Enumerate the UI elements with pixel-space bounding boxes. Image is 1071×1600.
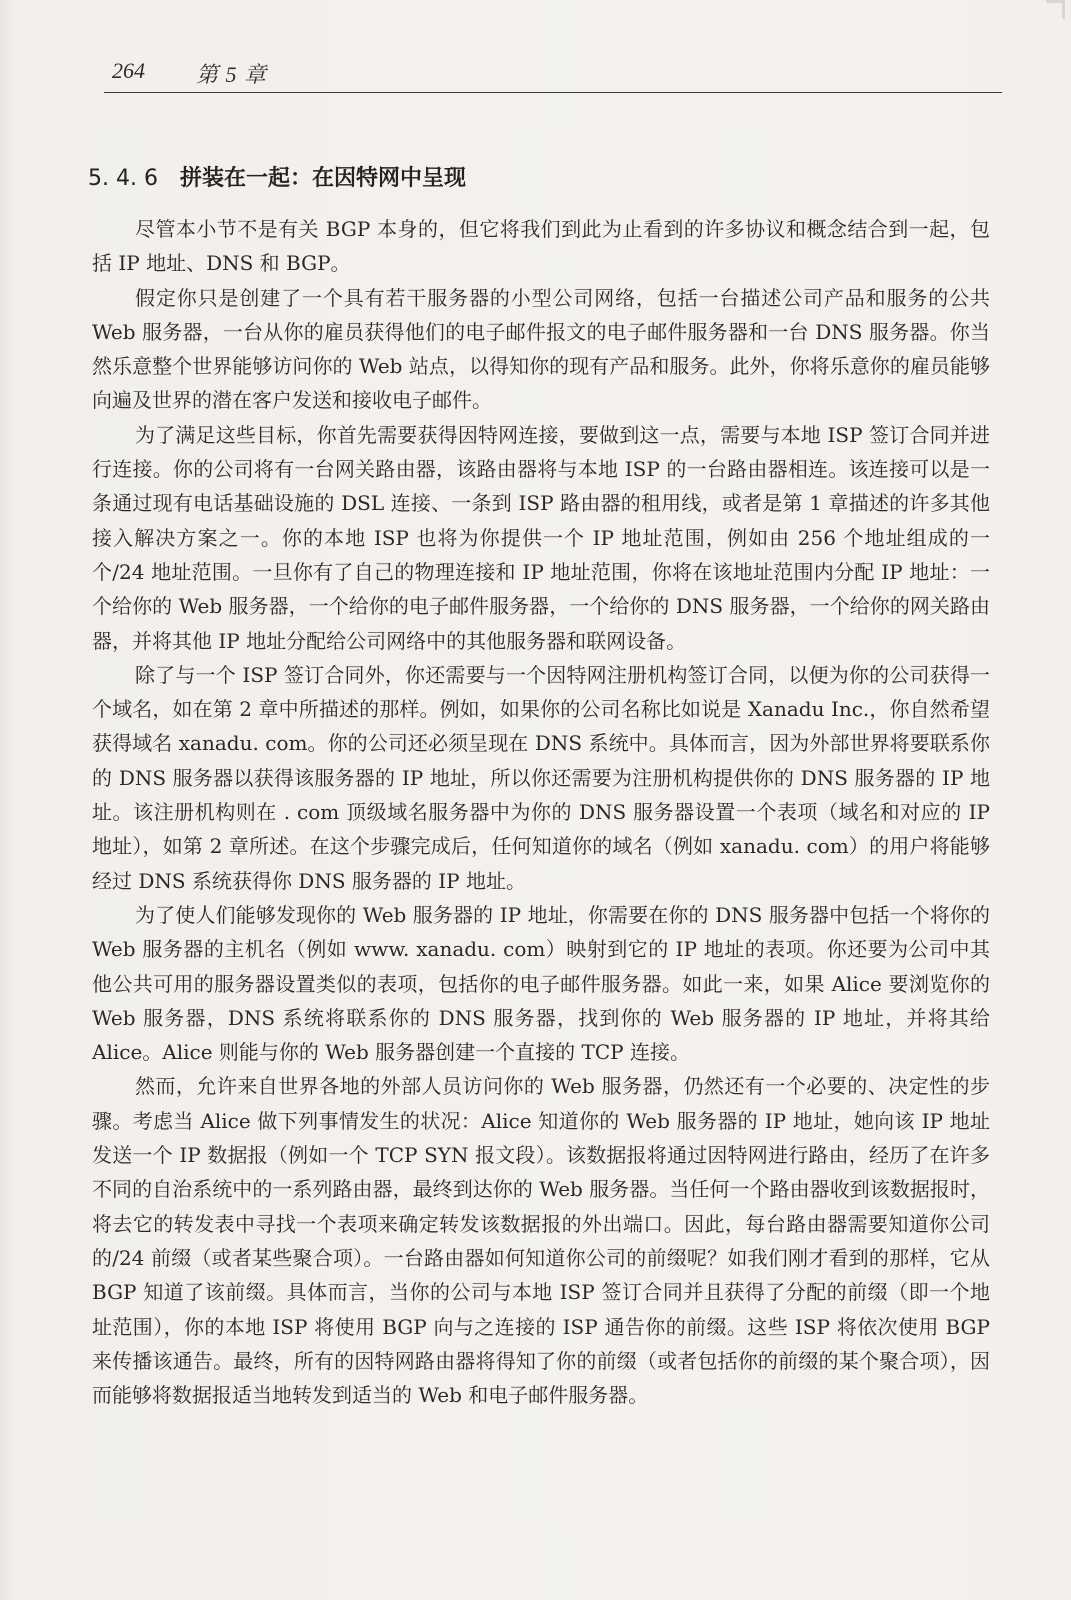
paragraph: 假定你只是创建了一个具有若干服务器的小型公司网络，包括一台描述公司产品和服务的公共 Web 服务器，一台从你的雇员获得他们的电子邮件报文的电子邮件服务器和一台 DNS 服务器。你当然乐意整个世界能够访问你的 Web 站点，以得知你的现有产品和服务。此外，你将乐意你的雇员能够向遍及世界的潜在客户发送和接收电子邮件。 [92, 285, 990, 413]
chapter-label: 第 5 章 [196, 62, 268, 87]
section-heading [88, 161, 466, 192]
paragraph: 为了使人们能够发现你的 Web 服务器的 IP 地址，你需要在你的 DNS 服务器中包括一个将你的 Web 服务器的主机名（例如 www. xanadu. com）映射到它的 IP 地址的表项。你还要为公司中其他公共可用的服务器设置类似的表项，包括你的电子邮件服务器。如此一来，如果 Alice 要浏览你的 Web 服务器，DNS 系统将联系你的 DNS 服务器，找到你的 Web 服务器的 IP 地址，并将其给 Alice。Alice 则能与你的 Web 服务器创建一个直接的 TCP 连接。 [92, 902, 990, 1065]
page-corner-mark [1046, 0, 1065, 19]
section-number: 5. 4. 6 [88, 166, 158, 191]
paragraph: 为了满足这些目标，你首先需要获得因特网连接，要做到这一点，需要与本地 ISP 签订合同并进行连接。你的公司将有一台网关路由器，该路由器将与本地 ISP 的一台路由器相连。该连接可以是一条通过现有电话基础设施的 DSL 连接、一条到 ISP 路由器的租用线，或者是第 1 章描述的许多其他接入解决方案之一。你的本地 ISP 也将为你提供一个 IP 地址范围，例如由 256 个地址组成的一个/24 地址范围。一旦你有了自己的物理连接和 IP 地址范围，你将在该地址范围内分配 IP 地址：一个给你的 Web 服务器，一个给你的电子邮件服务器，一个给你的 DNS 服务器，一个给你的网关路由器，并将其他 IP 地址分配给公司网络中的其他服务器和联网设备。 [92, 422, 990, 653]
section-title: 拼装在一起：在因特网中呈现 [179, 166, 466, 191]
body-text [92, 212, 990, 1412]
paragraph: 尽管本小节不是有关 BGP 本身的，但它将我们到此为止看到的许多协议和概念结合到一起，包括 IP 地址、DNS 和 BGP。 [92, 217, 990, 276]
page-number: 264 [112, 58, 145, 83]
paragraph: 然而，允许来自世界各地的外部人员访问你的 Web 服务器，仍然还有一个必要的、决定性的步骤。考虑当 Alice 做下列事情发生的状况：Alice 知道你的 Web 服务器的 IP 地址，她向该 IP 地址发送一个 IP 数据报（例如一个 TCP SYN 报文段）。该数据报将通过因特网进行路由，经历了在许多不同的自治系统中的一系列路由器，最终到达你的 Web 服务器。当任何一个路由器收到该数据报时，将去它的转发表中寻找一个表项来确定转发该数据报的外出端口。因此，每台路由器需要知道你公司的/24 前缀（或者某些聚合项）。一台路由器如何知道你公司的前缀呢？如我们刚才看到的那样，它从 BGP 知道了该前缀。具体而言，当你的公司与本地 ISP 签订合同并且获得了分配的前缀（即一个地址范围），你的本地 ISP 将使用 BGP 向与之连接的 ISP 通告你的前缀。这些 ISP 将依次使用 BGP 来传播该通告。最终，所有的因特网路由器将得知了你的前缀（或者包括你的前缀的某个聚合项），因而能够将数据报适当地转发到适当的 Web 和电子邮件服务器。 [92, 1074, 990, 1408]
paragraph: 除了与一个 ISP 签订合同外，你还需要与一个因特网注册机构签订合同，以便为你的公司获得一个域名，如在第 2 章中所描述的那样。例如，如果你的公司名称比如说是 Xanadu Inc.，你自然希望获得域名 xanadu. com。你的公司还必须呈现在 DNS 系统中。具体而言，因为外部世界将要联系你的 DNS 服务器以获得该服务器的 IP 地址，所以你还需要为注册机构提供你的 DNS 服务器的 IP 地址。该注册机构则在 . com 顶级域名服务器中为你的 DNS 服务器设置一个表项（域名和对应的 IP 地址），如第 2 章所述。在这个步骤完成后，任何知道你的域名（例如 xanadu. com）的用户将能够经过 DNS 系统获得你 DNS 服务器的 IP 地址。 [92, 662, 990, 893]
running-header [104, 56, 1002, 93]
